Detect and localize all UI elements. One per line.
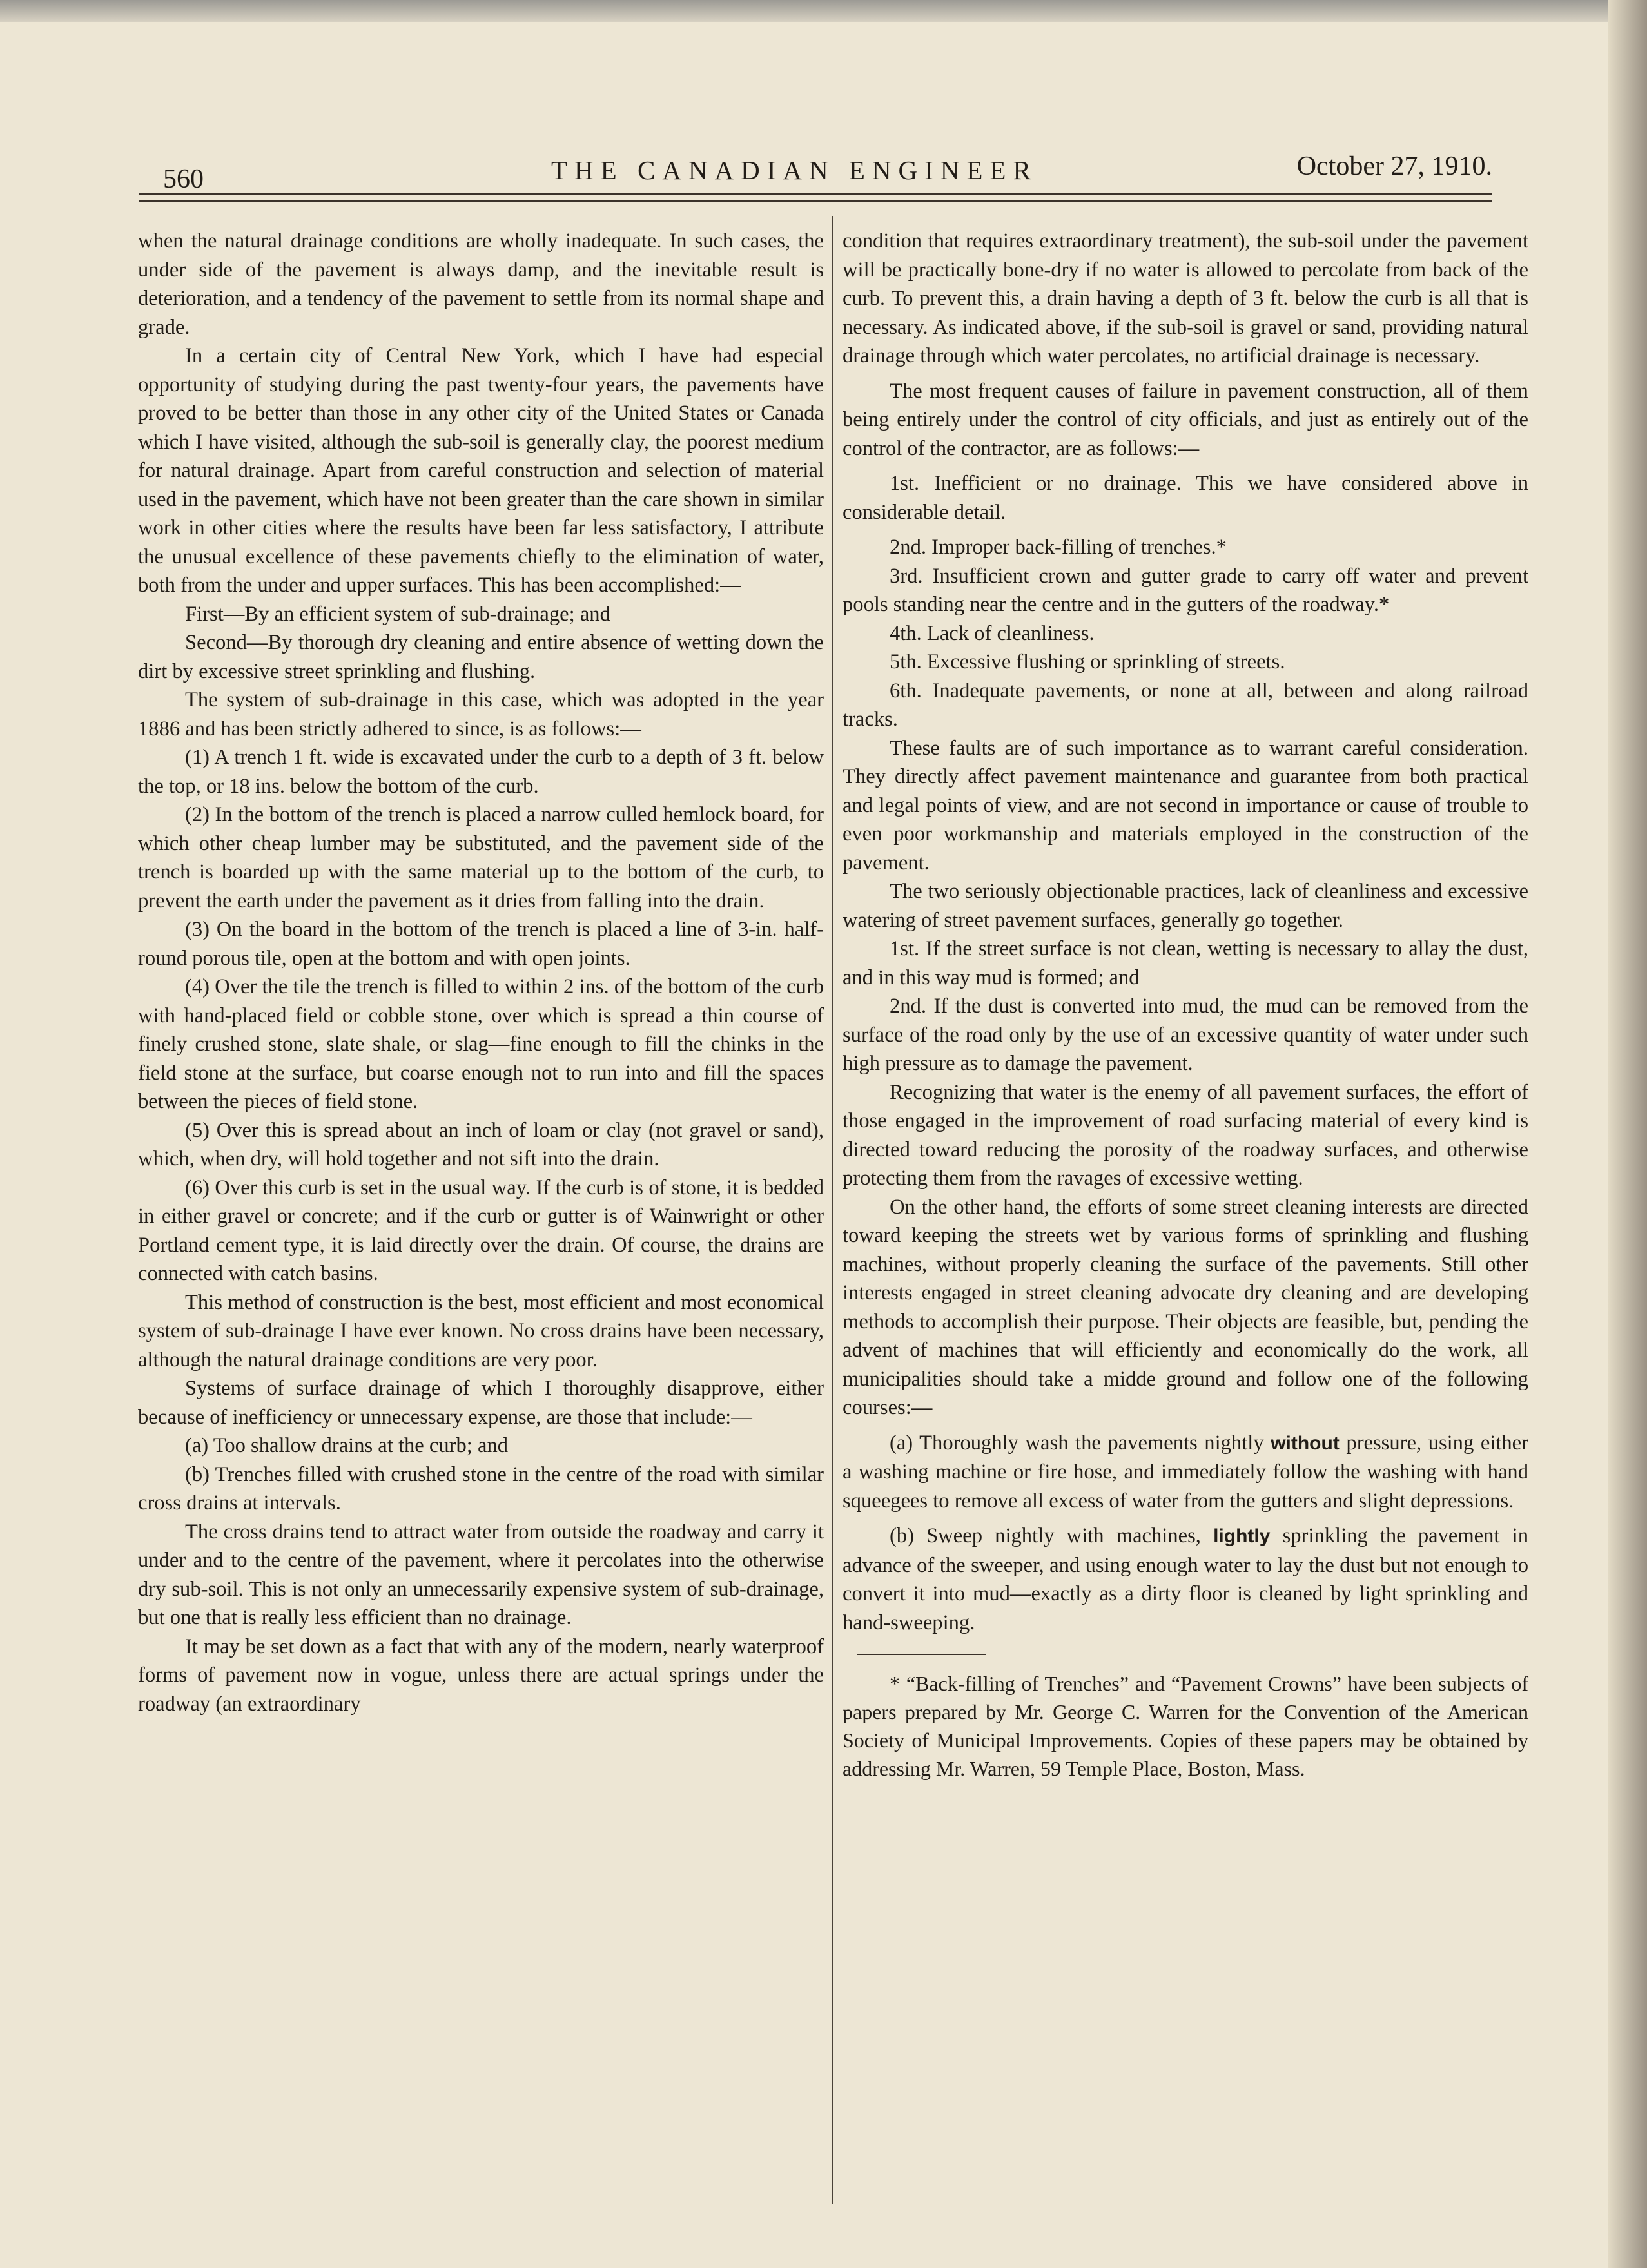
paragraph: 5th. Excessive flushing or sprinkling of streets. [890,650,1285,674]
paragraph: 4th. Lack of cleanliness. [890,621,1095,645]
paragraph: (2) In the bottom of the trench is placed a narrow culled hemlock board, for which other cheap lumber may be substituted, and the pavement side of the trench is boarded up with the same material up to the bottom of the curb, to prevent the earth under the pavement as it dries from falling into the drain. [138,803,824,913]
header-rule-top [139,193,1492,195]
paragraph: 2nd. Improper back-filling of trenches.* [890,536,1227,559]
text-run: (b) Sweep nightly with machines, [890,1524,1201,1547]
left-column [138,227,824,1718]
paragraph: 3rd. Insufficient crown and gutter grade to carry off water and prevent pools standing near the centre and in the gutters of the roadway.* [843,564,1528,616]
paragraph: 1st. If the street surface is not clean, wetting is necessary to allay the dust, and in this way mud is formed; and [843,937,1528,989]
paragraph: (a) Too shallow drains at the curb; and [185,1434,509,1457]
paragraph: The system of sub-drainage in this case, which was adopted in the year 1886 and has been strictly adhered to since, is as follows:— [138,688,824,741]
paragraph: Second—By thorough dry cleaning and entire absence of wetting down the dirt by excessive street sprinkling and flushing. [138,631,824,683]
paragraph: 2nd. If the dust is converted into mud, the mud can be removed from the surface of the road only by the use of an excessive quantity of water under such high pressure as to damage the pavement. [843,994,1528,1075]
paragraph: when the natural drainage conditions are wholly inadequate. In such cases, the under side of the pavement is always damp, and the inevitable result is deterioration, and a tendency of the pavement to settle from its normal shape and grade. [138,229,824,339]
paragraph: This method of construction is the best, most efficient and most economical system of sub-drainage I have ever known. No cross drains have been necessary, although the natural drainage conditions are very poor. [138,1290,824,1371]
text-run: sprinkling the pavement in advance of the sweeper, and using enough water to lay the dust but not enough to convert it into mud—exactly as a dirty floor is cleaned by light sprinkling and hand-sweeping. [843,1524,1528,1634]
paragraph: 6th. Inadequate pavements, or none at all, between and along railroad tracks. [843,679,1528,731]
paragraph: condition that requires extraordinary treatment), the sub-soil under the pavement will be practically bone-dry if no water is allowed to percolate from back of the curb. To prevent this, a drain having a depth of 3 ft. below the curb is all that is necessary. As indicated above, if the sub-soil is gravel or sand, providing natural drainage through which water percolates, no artificial drainage is necessary. [843,229,1528,367]
paragraph: (4) Over the tile the trench is filled to within 2 ins. of the bottom of the curb with hand-placed field or cobble stone, over which is spread a thin course of finely crushed stone, slate shale, or slag—fine enough to fill the chinks in the field stone at the surface, but coarse enough not to run into and fill the spaces between the pieces of field stone. [138,975,824,1113]
page-number: 560 [163,164,204,194]
paragraph: The cross drains tend to attract water from outside the roadway and carry it under and to the centre of the pavement, where it percolates into the otherwise dry sub-soil. This is not only an unnecessarily expensive system of sub-drainage, but one that is really less efficient than no drainage. [138,1520,824,1629]
footnote: * “Back-filling of Trenches” and “Pavement Crowns” have been subjects of papers prepared by Mr. George C. Warren for the Convention of the American Society of Municipal Improvements. Copies of these papers may be obtained by addressing Mr. Warren, 59 Temple Place, Boston, Mass. [843,1672,1528,1780]
paragraph: (6) Over this curb is set in the usual way. If the curb is of stone, it is bedded in either gravel or concrete; and if the curb or gutter is of Wainwright or other Portland cement type, it is laid directly over the drain. Of course, the drains are connected with catch basins. [138,1176,824,1285]
paragraph: (5) Over this is spread about an inch of loam or clay (not gravel or sand), which, when dry, will hold together and not sift into the drain. [138,1118,824,1170]
page-right-edge [1608,0,1647,2268]
paragraph-course-b [843,1522,1528,1637]
paragraph: Recognizing that water is the enemy of all pavement surfaces, the effort of those engaged in the improvement of road surfacing material of every kind is directed toward reducing the porosity of the roadway surfaces, and otherwise protecting them from the ravages of excessive wetting. [843,1080,1528,1190]
paragraph: In a certain city of Central New York, which I have had especial opportunity of studying during the past twenty-four years, the pavements have proved to be better than those in any other city of the United States or Canada which I have visited, although the sub-soil is generally clay, the poorest medium for natural drainage. Apart from careful construction and selection of material used in the pavement, which have not been greater than the care shown in similar work in other cities where the results have been far less satisfactory, I attribute the unusual excellence of these pavements chiefly to the elimination of water, both from the under and upper surfaces. This has been accomplished:— [138,344,824,597]
paragraph: The most frequent causes of failure in pavement construction, all of them being entirely under the control of city officials, and just as entirely out of the control of the contractor, are as follows:— [843,379,1528,460]
footnote-rule [857,1654,986,1655]
paragraph: First—By an efficient system of sub-drainage; and [185,602,610,626]
emphasis-text: without [1271,1432,1340,1454]
paragraph: (1) A trench 1 ft. wide is excavated under the curb to a depth of 3 ft. below the top, or 18 ins. below the bottom of the curb. [138,746,824,798]
emphasis-text: lightly [1213,1526,1271,1547]
header-rule-bottom [139,200,1492,202]
paragraph-course-a [843,1429,1528,1516]
paragraph: Systems of surface drainage of which I thoroughly disapprove, either because of inefficiency or unnecessary expense, are those that include:— [138,1377,824,1429]
journal-title: THE CANADIAN ENGINEER [551,155,1038,185]
paragraph: On the other hand, the efforts of some street cleaning interests are directed toward keeping the streets wet by various forms of sprinkling and flushing machines, without properly cleaning the surface of the pavements. Still other interests engaged in street cleaning advocate dry cleaning and are developing methods to accomplish their purpose. Their objects are feasible, but, pending the advent of machines that will efficiently and economically do the work, all municipalities should take a midde ground and follow one of the following courses:— [843,1195,1528,1419]
running-header [139,147,1492,199]
page-top-edge [0,0,1647,22]
paragraph: The two seriously objectionable practices, lack of cleanliness and excessive watering of street pavement surfaces, generally go together. [843,880,1528,932]
issue-date: October 27, 1910. [1296,151,1492,181]
right-column [843,227,1528,1783]
paragraph: (b) Trenches filled with crushed stone in the centre of the road with similar cross drains at intervals. [138,1462,824,1515]
paragraph: (3) On the board in the bottom of the trench is placed a line of 3-in. half-round porous tile, open at the bottom and with open joints. [138,918,824,970]
text-run: pressure, using either a washing machine or fire hose, and immediately follow the washing with hand squeegees to remove all excess of water from the gutters and slight depressions. [843,1431,1528,1513]
text-run: (a) Thoroughly wash the pavements nightly [890,1431,1264,1455]
paragraph: 1st. Inefficient or no drainage. This we have considered above in considerable detail. [843,472,1528,524]
column-divider [832,216,833,2204]
paragraph: These faults are of such importance as to warrant careful consideration. They directly affect pavement maintenance and guarantee from both practical and legal points of view, and are not second in importance or cause of trouble to even poor workmanship and materials employed in the construction of the pavement. [843,736,1528,875]
paragraph: It may be set down as a fact that with any of the modern, nearly waterproof forms of pavement now in vogue, unless there are actual springs under the roadway (an extraordinary [138,1634,824,1716]
